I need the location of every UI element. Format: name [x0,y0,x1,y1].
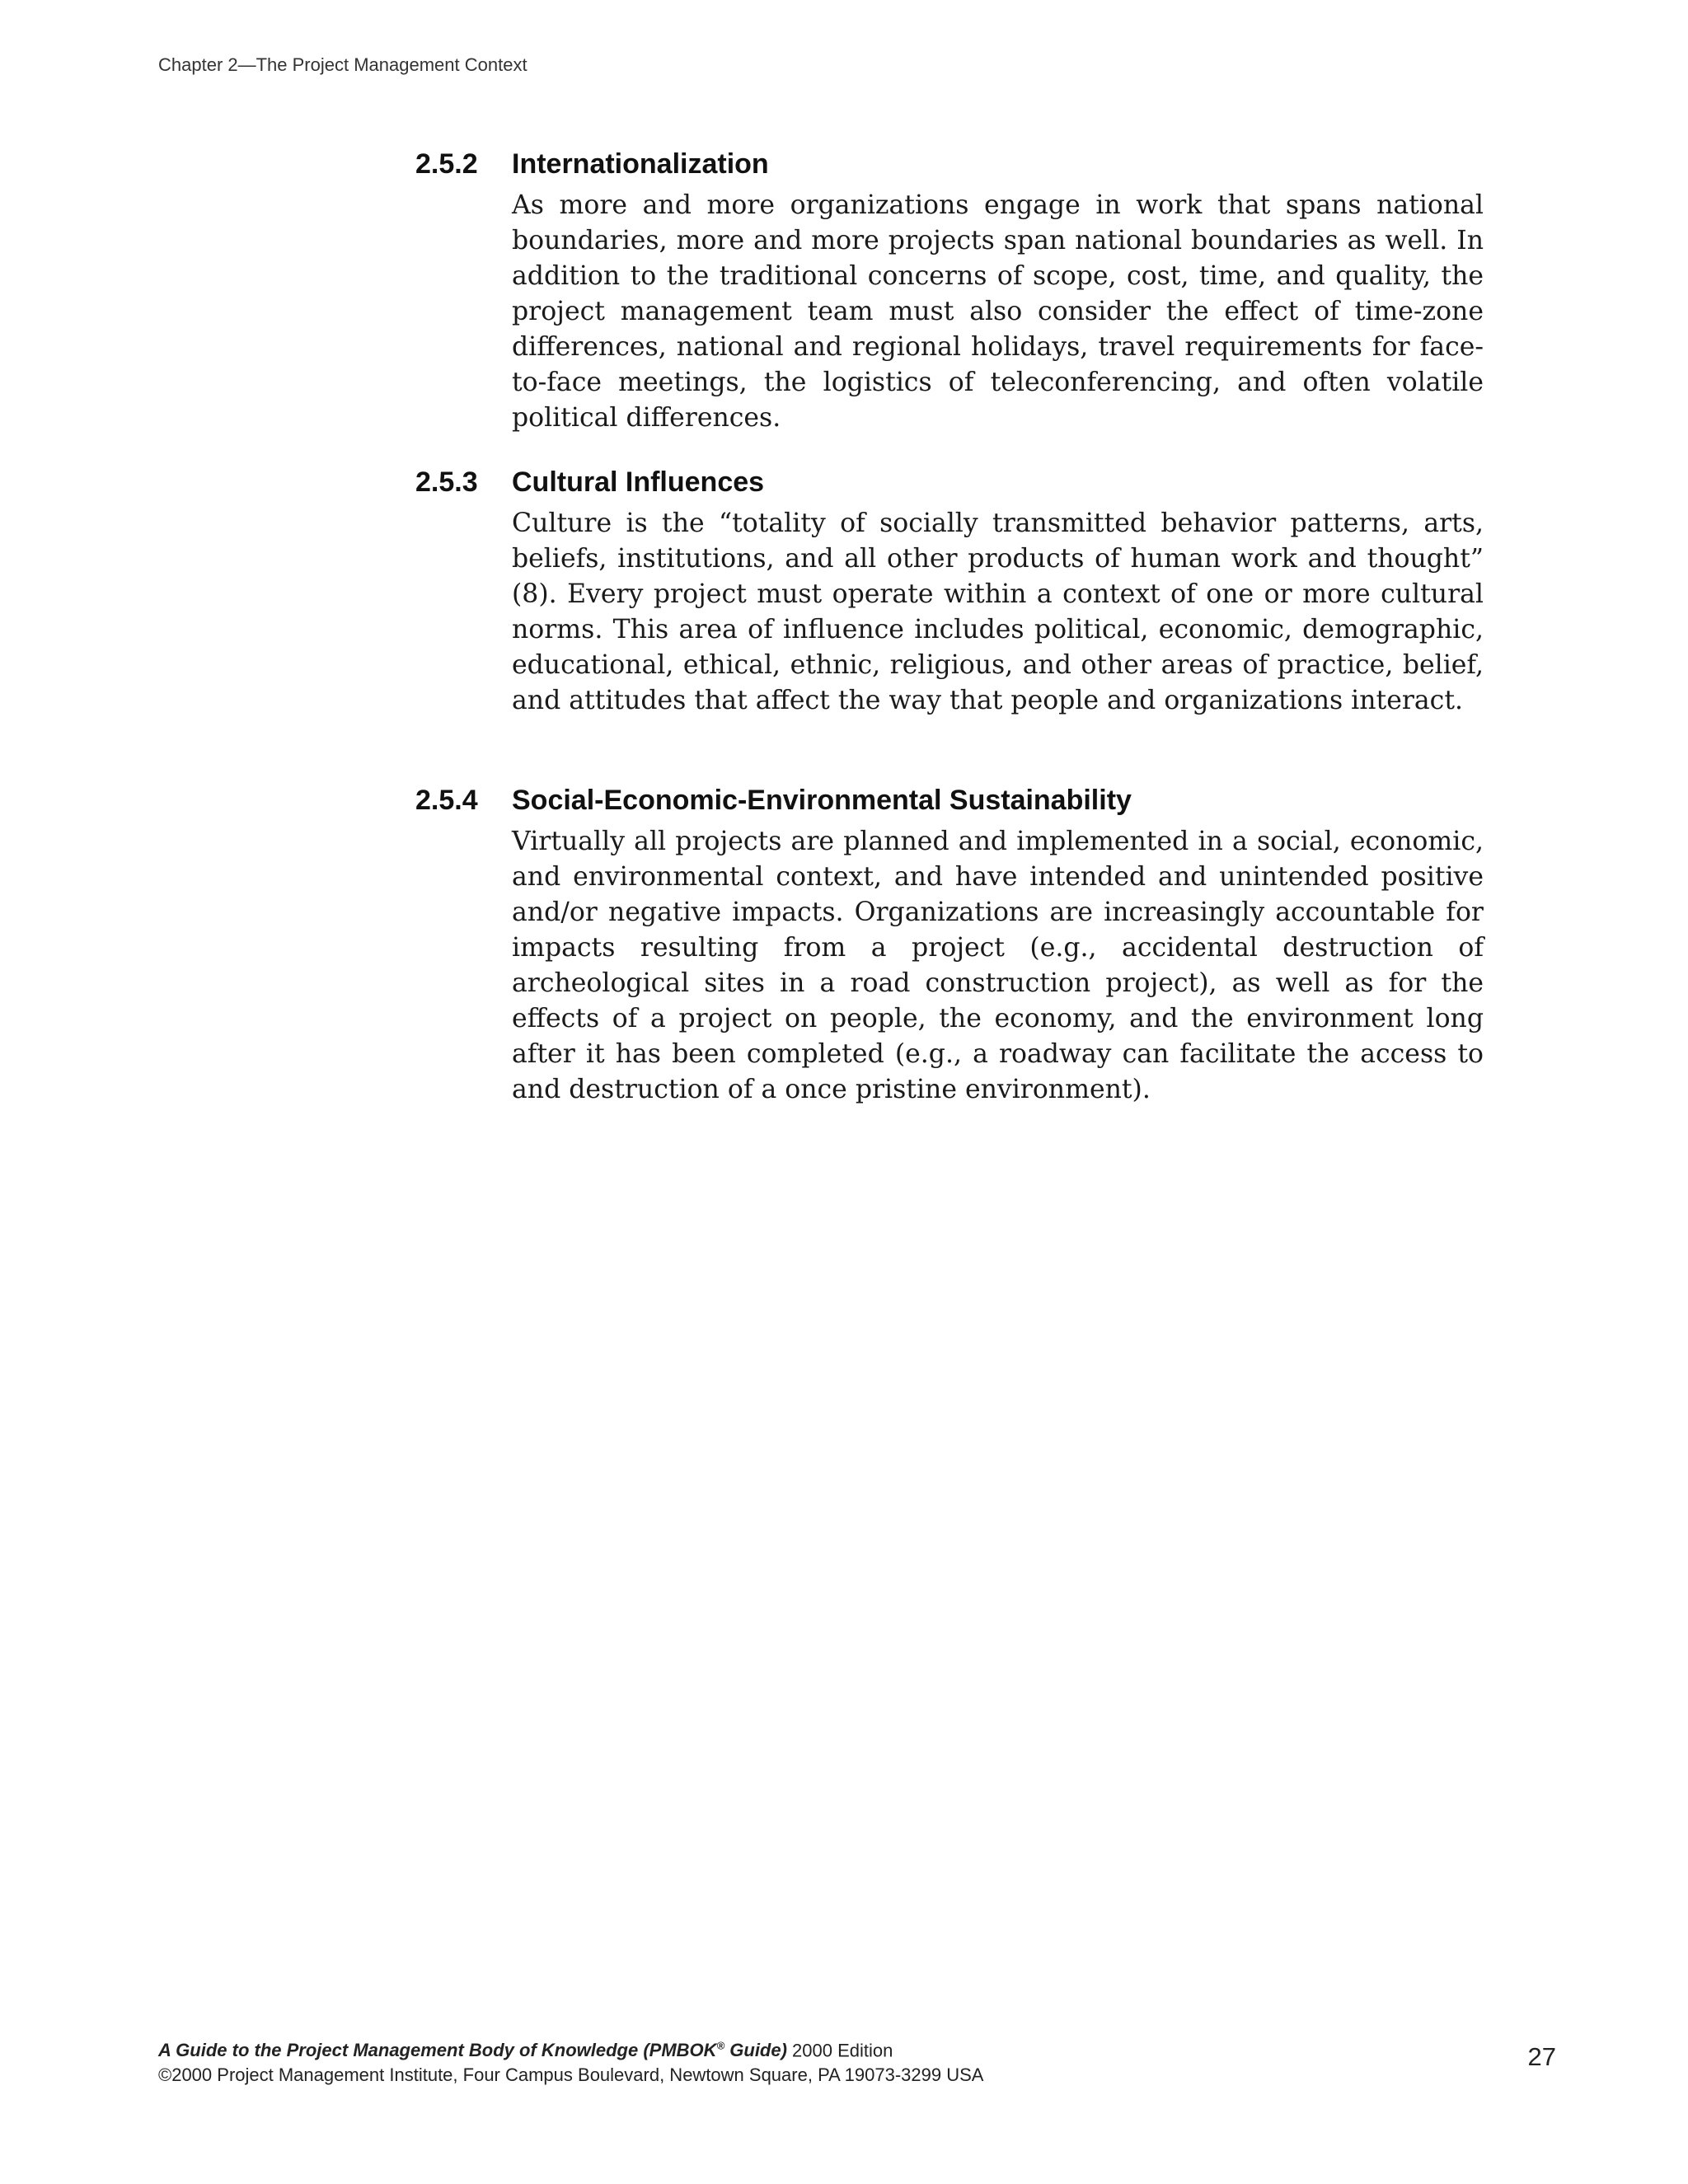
section-heading [415,465,1484,499]
footer-copyright: ©2000 Project Management Institute, Four Campus Boulevard, Newtown Square, PA 19073-3299 USA [158,2064,984,2086]
section-heading [415,783,1484,818]
section-2-5-2 [415,147,1484,436]
registered-mark: ® [716,2040,725,2052]
footer-book-title-part2: Guide) [724,2040,787,2061]
section-number: 2.5.2 [415,148,478,180]
footer-book-title [158,2040,787,2060]
page-number: 27 [1527,2042,1556,2071]
section-2-5-4 [415,783,1484,1108]
section-title: Cultural Influences [512,466,765,498]
section-body: Culture is the “totality of socially transmitted behavior patterns, arts, beliefs, institutions, and all other products of human work and thought” (8). Every project must operate within a context of one or more cultural norms. This area of influence includes political, economic, demographic, educational, ethical, ethnic, religious, and other areas of practice, belief, and attitudes that affect the way that people and organizations interact. [512,509,1484,715]
section-title: Internationalization [512,148,769,180]
section-title: Social-Economic-Environmental Sustainability [512,785,1132,816]
section-number: 2.5.4 [415,785,478,816]
section-2-5-3 [415,465,1484,719]
page-footer [158,2034,983,2088]
footer-book-line [158,2034,983,2063]
footer-book-title-part1: A Guide to the Project Management Body of Knowledge (PMBOK [158,2040,717,2061]
section-number: 2.5.3 [415,466,478,498]
section-body: As more and more organizations engage in work that spans national boundaries, more and more projects span national boundaries as well. In addition to the traditional concerns of scope, cost, time, and quality, the project management team must also consider the effect of time-zone differences, national and regional holidays, travel requirements for face-to-face meetings, the logistics of teleconferencing, and often volatile political differences. [512,190,1484,433]
section-body: Virtually all projects are planned and implemented in a social, economic, and environmental context, and have intended and unintended positive and/or negative impacts. Organizations are increasingly accountable for impacts resulting from a project (e.g., accidental destruction of archeological sites in a road construction project), as well as for the effects of a project on people, the economy, and the environment long after it has been completed (e.g., a roadway can facilitate the access to and destruction of a once pristine environment). [512,827,1484,1104]
section-heading [415,147,1484,181]
footer-edition: 2000 Edition [786,2040,893,2061]
running-head: Chapter 2—The Project Management Context [158,54,528,75]
